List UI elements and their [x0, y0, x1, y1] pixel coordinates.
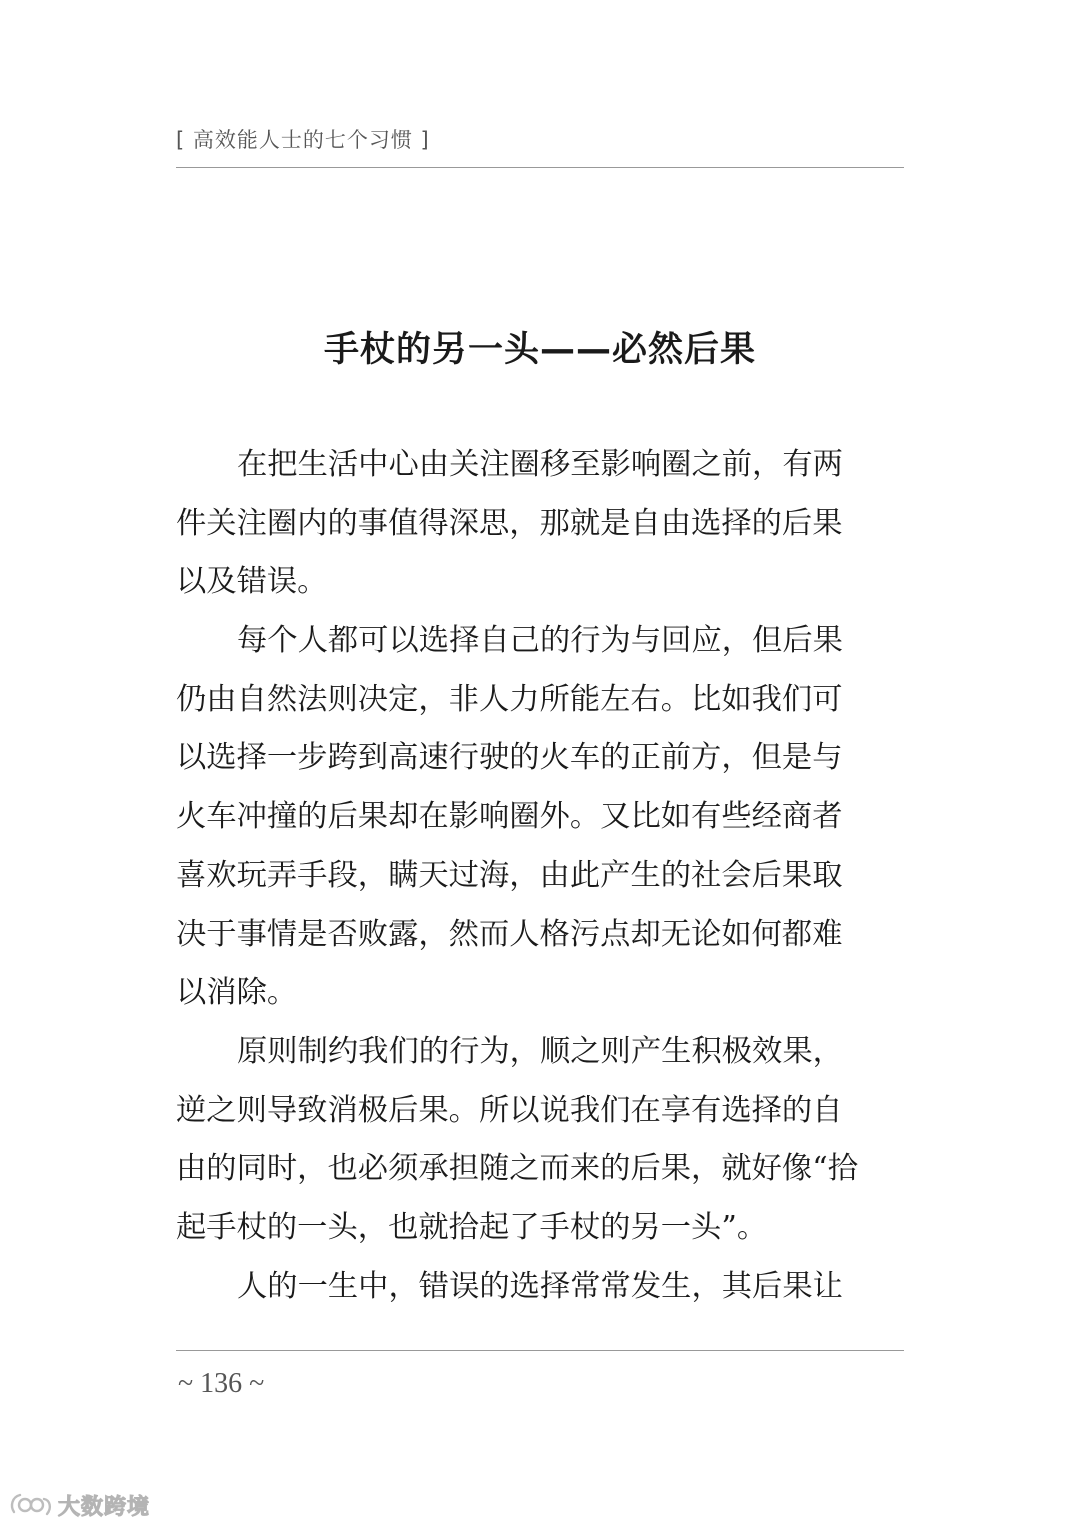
- text-line: 决于事情是否败露，然而人格污点却无论如何都难: [176, 916, 843, 952]
- text-line: 件关注圈内的事值得深思，那就是自由选择的后果: [176, 505, 843, 541]
- text-line: 起手杖的一头，也就拾起了手杖的另一头”。: [176, 1209, 768, 1245]
- text-line: 以消除。: [176, 975, 298, 1011]
- watermark-text: 大数跨境: [58, 1494, 151, 1520]
- text-line: 人的一生中，错误的选择常常发生，其后果让: [237, 1268, 843, 1304]
- page-number: ~ 136 ~: [178, 1368, 265, 1399]
- watermark: [8, 1488, 150, 1522]
- watermark-logo-icon: [8, 1490, 54, 1520]
- text-line: 原则制约我们的行为，顺之则产生积极效果，: [237, 1033, 843, 1069]
- text-line: 每个人都可以选择自己的行为与回应，但后果: [237, 623, 843, 659]
- text-line: 逆之则导致消极后果。所以说我们在享有选择的自: [176, 1092, 843, 1128]
- chapter-title: 手杖的另一头——必然后果: [323, 330, 756, 370]
- footer-divider: [176, 1350, 904, 1351]
- text-line: 由的同时，也必须承担随之而来的后果，就好像“拾: [176, 1151, 859, 1187]
- body-text: [176, 436, 904, 1316]
- text-line: 火车冲撞的后果却在影响圈外。又比如有些经商者: [176, 799, 843, 835]
- text-line: 仍由自然法则决定，非人力所能左右。比如我们可: [176, 681, 843, 717]
- text-line: 喜欢玩弄手段，瞒天过海，由此产生的社会后果取: [176, 857, 843, 893]
- running-header: [ 高效能人士的七个习惯 ]: [176, 128, 430, 152]
- text-line: 以及错误。: [176, 564, 328, 600]
- text-line: 以选择一步跨到高速行驶的火车的正前方，但是与: [176, 740, 843, 776]
- text-line: 在把生活中心由关注圈移至影响圈之前，有两: [237, 447, 843, 482]
- header-divider: [176, 167, 904, 168]
